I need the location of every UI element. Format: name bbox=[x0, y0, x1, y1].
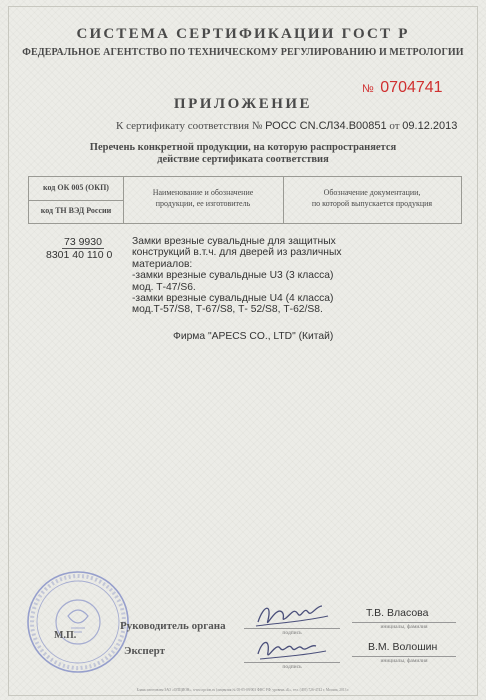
stamp-icon bbox=[24, 568, 132, 676]
description-line: -замки врезные сувальдные U3 (3 класса) bbox=[132, 270, 334, 282]
certificate-label: К сертификату соответствия № bbox=[116, 120, 263, 132]
blank-printer-footer: Бланк изготовлен ЗАО «ОПЦИОН», www.opcion.ru (лицензия № 05-05-09/003 ФНС РФ, уровень «Б», тел. (495) 726-4742 г. Москва, 2013 г. bbox=[136, 688, 350, 692]
description-line: материалов: bbox=[132, 258, 193, 270]
header-okp-code: код ОК 005 (ОКП) bbox=[43, 183, 109, 192]
certificate-date: 09.12.2013 bbox=[402, 120, 458, 132]
page-title: ПРИЛОЖЕНИЕ bbox=[173, 96, 313, 112]
list-heading-line1: Перечень конкретной продукции, на которую распространяется bbox=[89, 142, 397, 153]
signature-caption: подпись bbox=[282, 630, 302, 636]
name-line bbox=[352, 656, 456, 657]
product-description bbox=[132, 236, 432, 316]
head-name: Т.В. Власова bbox=[366, 607, 429, 619]
certificate-number: РОСС CN.СЛ34.В00851 bbox=[265, 120, 387, 132]
expert-label: Эксперт bbox=[124, 645, 166, 657]
description-line: мод.Т-57/S8, Т-67/S8, Т- 52/S8, Т-62/S8. bbox=[132, 304, 323, 316]
table-divider bbox=[29, 200, 123, 201]
signature-caption: подпись bbox=[282, 664, 302, 670]
description-line: конструкций в.т.ч. для дверей из различных bbox=[132, 247, 342, 259]
header-documentation-line2: по которой выпускается продукция bbox=[311, 199, 433, 208]
okp-code: 73 9930 bbox=[64, 236, 102, 248]
system-title: СИСТЕМА СЕРТИФИКАЦИИ ГОСТ Р bbox=[76, 26, 410, 42]
serial-prefix: № bbox=[362, 83, 374, 95]
header-product-name-line2: продукции, ее изготовитель bbox=[155, 199, 251, 208]
stamp-mp-label: М.П. bbox=[54, 630, 77, 641]
product-table-header bbox=[28, 176, 462, 224]
name-line bbox=[352, 622, 456, 623]
name-caption: инициалы, фамилия bbox=[380, 658, 428, 664]
signature-line bbox=[244, 628, 340, 629]
agency-title: ФЕДЕРАЛЬНОЕ АГЕНТСТВО ПО ТЕХНИЧЕСКОМУ РЕГУЛИРОВАНИЮ И МЕТРОЛОГИИ bbox=[22, 47, 464, 58]
list-heading-line2: действие сертификата соответствия bbox=[157, 154, 329, 165]
signature-line bbox=[244, 662, 340, 663]
description-line: -замки врезные сувальдные U4 (4 класса) bbox=[132, 293, 334, 305]
blank-serial-number bbox=[362, 79, 443, 97]
certificate-date-prefix: от bbox=[389, 120, 400, 132]
name-caption: инициалы, фамилия bbox=[380, 624, 428, 630]
description-line: Замки врезные сувальдные для защитных bbox=[132, 236, 336, 247]
header-documentation-line1: Обозначение документации, bbox=[323, 188, 421, 197]
manufacturer: Фирма "APECS CO., LTD" (Китай) bbox=[173, 331, 334, 342]
description-line: мод. Т-47/S6. bbox=[132, 281, 196, 293]
tnved-code: 8301 40 110 0 bbox=[46, 249, 113, 261]
certificate-reference bbox=[116, 120, 457, 132]
header-tnved-code: код ТН ВЭД России bbox=[40, 206, 112, 215]
header-product-name-line1: Наименование и обозначение bbox=[152, 188, 254, 197]
serial-value: 0704741 bbox=[380, 79, 443, 96]
expert-name: В.М. Волошин bbox=[368, 641, 438, 653]
head-of-body-label: Руководитель органа bbox=[120, 620, 226, 632]
